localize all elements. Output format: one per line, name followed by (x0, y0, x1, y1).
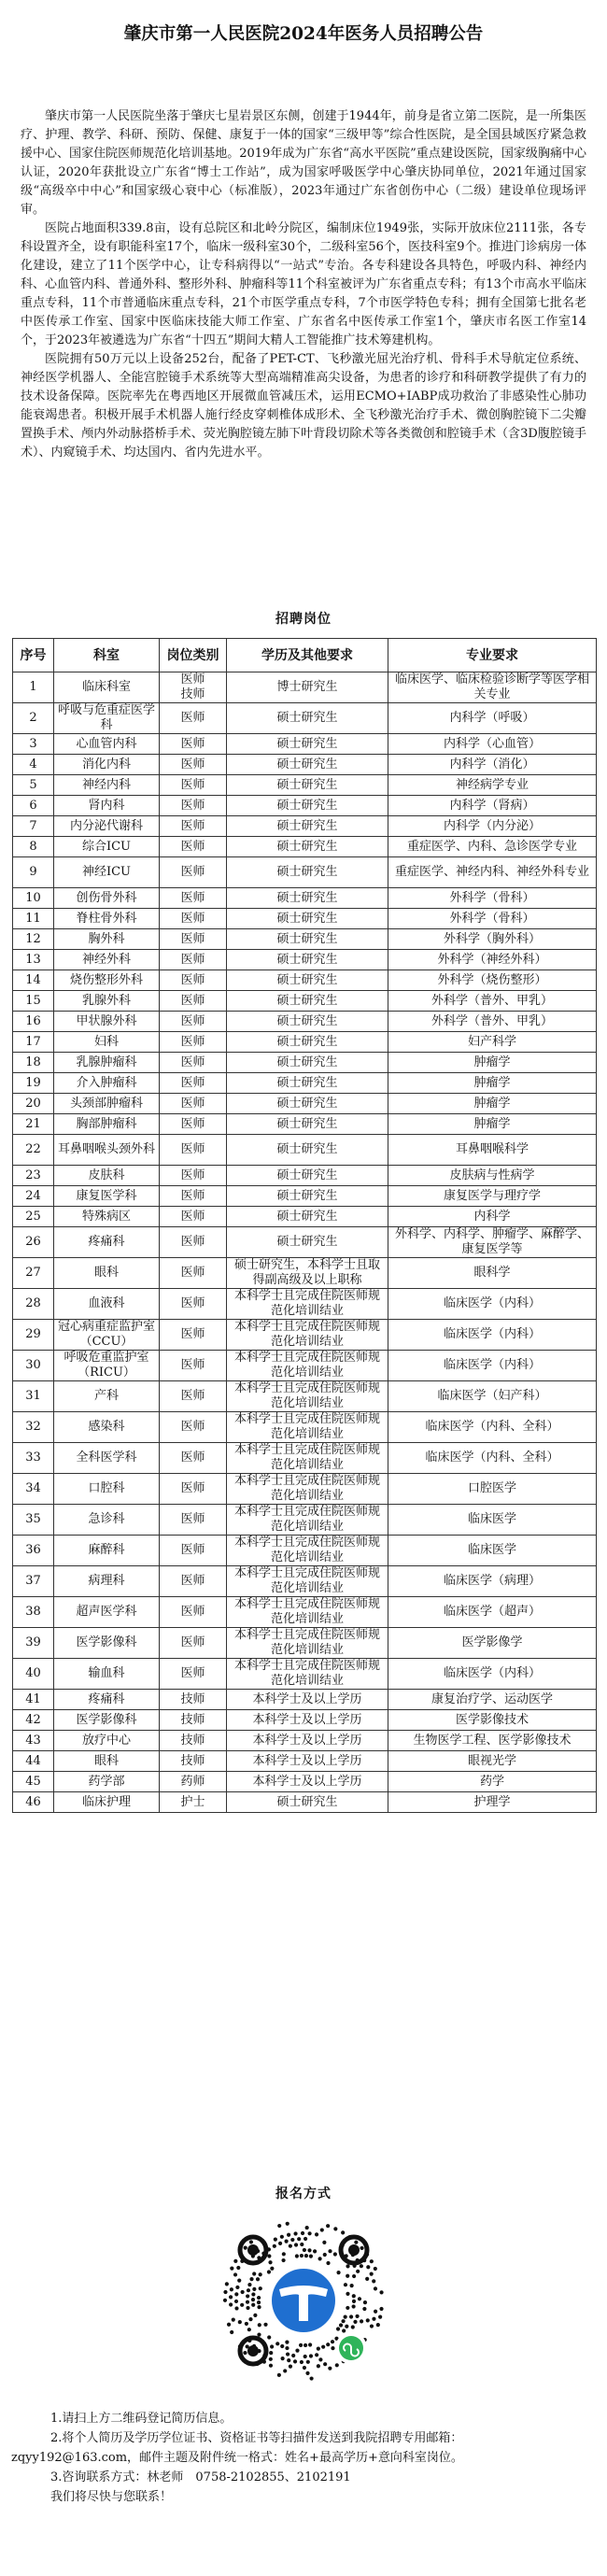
cell-index: 7 (13, 816, 54, 837)
cell-major: 外科学（普外、甲乳） (388, 991, 597, 1012)
cell-major: 临床医学（妇产科） (388, 1381, 597, 1412)
cell-department: 肾内科 (54, 796, 160, 816)
cell-department: 医学影像科 (54, 1710, 160, 1731)
table-row (13, 1351, 597, 1381)
cell-category: 医师 (160, 1443, 227, 1474)
cell-category: 医师 (160, 755, 227, 775)
cell-index: 24 (13, 1186, 54, 1207)
cell-education: 硕士研究生 (227, 755, 388, 775)
cell-major: 口腔医学 (388, 1474, 597, 1505)
cell-category: 医师 (160, 837, 227, 857)
cell-index: 37 (13, 1566, 54, 1597)
cell-category: 医师 (160, 1032, 227, 1053)
cell-index: 11 (13, 909, 54, 929)
positions-section-title: 招聘岗位 (275, 612, 332, 627)
cell-education: 硕士研究生 (227, 1166, 388, 1186)
cell-category: 医师 (160, 734, 227, 755)
instruction-contact: 3.咨询联系方式：林老师 0758-2102855、2102191 (50, 2470, 351, 2484)
cell-category: 医师 (160, 929, 227, 950)
cell-education: 本科学士及以上学历 (227, 1751, 388, 1772)
cell-category: 医师 (160, 950, 227, 970)
cell-index: 6 (13, 796, 54, 816)
table-row (13, 1505, 597, 1536)
cell-category: 医师 (160, 1412, 227, 1443)
cell-department: 超声医学科 (54, 1597, 160, 1628)
cell-index: 40 (13, 1659, 54, 1690)
table-row (13, 672, 597, 703)
cell-category: 医师 (160, 1505, 227, 1536)
cell-major: 临床医学（内科） (388, 1351, 597, 1381)
table-row (13, 1135, 597, 1166)
cell-major: 临床医学 (388, 1505, 597, 1536)
instruction-step-2: 2.将个人简历及学历学位证书、资格证书等扫描件发送到我院招聘专用邮箱： (50, 2431, 463, 2445)
cell-department: 血液科 (54, 1289, 160, 1320)
cell-department: 口腔科 (54, 1474, 160, 1505)
table-row (13, 1566, 597, 1597)
table-row (13, 1474, 597, 1505)
cell-category: 医师 (160, 703, 227, 734)
cell-category: 医师 (160, 1207, 227, 1227)
cell-education: 本科学士及以上学历 (227, 1731, 388, 1751)
cell-education: 硕士研究生 (227, 1135, 388, 1166)
cell-category: 医师 (160, 1320, 227, 1351)
cell-education: 硕士研究生 (227, 796, 388, 816)
cell-index: 28 (13, 1289, 54, 1320)
cell-major: 内科学 (388, 1207, 597, 1227)
table-row (13, 1114, 597, 1135)
table-row (13, 775, 597, 796)
table-row (13, 1207, 597, 1227)
cell-education: 硕士研究生 (227, 1032, 388, 1053)
table-row (13, 1536, 597, 1566)
cell-category: 医师 (160, 1474, 227, 1505)
cell-index: 5 (13, 775, 54, 796)
cell-index: 3 (13, 734, 54, 755)
cell-major: 临床医学、临床检验诊断学等医学相关专业 (388, 672, 597, 703)
cell-major: 眼科学 (388, 1258, 597, 1289)
table-row (13, 857, 597, 888)
table-row (13, 909, 597, 929)
cell-index: 30 (13, 1351, 54, 1381)
cell-category: 医师 (160, 888, 227, 909)
table-row (13, 1227, 597, 1258)
cell-education: 硕士研究生 (227, 888, 388, 909)
cell-category: 医师 (160, 909, 227, 929)
table-row (13, 796, 597, 816)
table-row (13, 1320, 597, 1351)
cell-education: 本科学士且完成住院医师规范化培训结业 (227, 1536, 388, 1566)
cell-department: 创伤骨外科 (54, 888, 160, 909)
cell-major: 临床医学（内科） (388, 1289, 597, 1320)
cell-category: 医师 (160, 1289, 227, 1320)
cell-index: 36 (13, 1536, 54, 1566)
intro-paragraph-1: 肇庆市第一人民医院坐落于肇庆七星岩景区东侧，创建于1944年，前身是省立第二医院，是一所集医疗、护理、教学、科研、预防、保健、康复于一体的国家“三级甲等”综合性医院，是全国县域医疗紧急救援中心、国家住院医师规范化培训基地。2019年成为广东省“高水平医院”重点建设医院，国家级胸痛中心认证，2020年获批设立广东省“博士工作站”，成为国家呼吸医学中心肇庆协同单位，2021年通过国家级“高级卒中中心”和国家级心衰中心（标准版），2023年通过广东省创伤中心（二级）建设单位现场评审。 (21, 109, 586, 217)
cell-major: 临床医学 (388, 1536, 597, 1566)
table-row (13, 1690, 597, 1710)
cell-category: 医师 (160, 1258, 227, 1289)
cell-category: 技师 (160, 1690, 227, 1710)
cell-major: 皮肤病与性病学 (388, 1166, 597, 1186)
cell-category: 医师 (160, 1186, 227, 1207)
page-title: 肇庆市第一人民医院2024年医务人员招聘公告 (123, 24, 484, 44)
cell-education: 硕士研究生 (227, 1073, 388, 1094)
cell-index: 34 (13, 1474, 54, 1505)
header-category: 岗位类别 (160, 639, 227, 672)
cell-education: 硕士研究生 (227, 909, 388, 929)
intro-paragraph-2: 医院占地面积339.8亩，设有总院区和北岭分院区，编制床位1949张，实际开放床位2111张，各专科设置齐全，设有职能科室17个，临床一级科室30个，二级科室56个，医技科室9个。推进门诊病房一体化建设，建立了11个医学中心，让专科病得以“一站式”专治。各专科建设各具特色，呼吸内科、神经内科、心血管内科、普通外科、整形外科、肿瘤科等11个科室被评为广东省重点专科；有13个市高水平临床重点专科，11个市普通临床重点专科，21个市医学重点专科，7个市医学特色专科；拥有全国第七批名老中医传承工作室、国家中医临床技能大师工作室、广东省名中医传承工作室1个，肇庆市名医工作室14个，于2023年被遴选为广东省“十四五”期间大精人工智能推广技术筹建机构。 (21, 221, 586, 347)
cell-major: 临床医学（内科） (388, 1320, 597, 1351)
table-row (13, 1032, 597, 1053)
table-row (13, 1258, 597, 1289)
cell-major: 外科学（胸外科） (388, 929, 597, 950)
cell-major: 临床医学（病理） (388, 1566, 597, 1597)
cell-department: 康复医学科 (54, 1186, 160, 1207)
table-row (13, 1094, 597, 1114)
cell-category: 医师 (160, 1566, 227, 1597)
cell-major: 肿瘤学 (388, 1114, 597, 1135)
cell-index: 14 (13, 970, 54, 991)
cell-department: 临床科室 (54, 672, 160, 703)
cell-category: 技师 (160, 1710, 227, 1731)
cell-education: 本科学士且完成住院医师规范化培训结业 (227, 1505, 388, 1536)
cell-category: 药师 (160, 1772, 227, 1792)
cell-major: 护理学 (388, 1792, 597, 1813)
cell-category: 医师 (160, 816, 227, 837)
table-row (13, 1381, 597, 1412)
cell-education: 硕士研究生 (227, 1227, 388, 1258)
cell-department: 感染科 (54, 1412, 160, 1443)
qr-code-graphic (219, 2216, 388, 2385)
cell-major: 临床医学（内科、全科） (388, 1443, 597, 1474)
cell-education: 硕士研究生 (227, 857, 388, 888)
cell-major: 外科学、内科学、肿瘤学、麻醉学、康复医学等 (388, 1227, 597, 1258)
cell-education: 硕士研究生 (227, 970, 388, 991)
contact-instructions (11, 2409, 596, 2507)
table-row (13, 991, 597, 1012)
cell-department: 神经内科 (54, 775, 160, 796)
table-row (13, 970, 597, 991)
cell-index: 23 (13, 1166, 54, 1186)
cell-education: 博士研究生 (227, 672, 388, 703)
cell-education: 硕士研究生 (227, 950, 388, 970)
cell-education: 本科学士且完成住院医师规范化培训结业 (227, 1320, 388, 1351)
cell-index: 2 (13, 703, 54, 734)
cell-education: 硕士研究生 (227, 929, 388, 950)
cell-department: 心血管内科 (54, 734, 160, 755)
cell-department: 妇科 (54, 1032, 160, 1053)
cell-department: 医学影像科 (54, 1628, 160, 1659)
cell-department: 急诊科 (54, 1505, 160, 1536)
cell-department: 呼吸与危重症医学科 (54, 703, 160, 734)
cell-department: 眼科 (54, 1258, 160, 1289)
cell-category: 医师 (160, 857, 227, 888)
cell-education: 本科学士且完成住院医师规范化培训结业 (227, 1289, 388, 1320)
cell-index: 46 (13, 1792, 54, 1813)
cell-index: 21 (13, 1114, 54, 1135)
cell-department: 输血科 (54, 1659, 160, 1690)
cell-major: 内科学（心血管） (388, 734, 597, 755)
cell-department: 胸部肿瘤科 (54, 1114, 160, 1135)
cell-major: 外科学（神经外科） (388, 950, 597, 970)
cell-index: 35 (13, 1505, 54, 1536)
cell-department: 乳腺外科 (54, 991, 160, 1012)
cell-major: 康复医学与理疗学 (388, 1186, 597, 1207)
cell-major: 肿瘤学 (388, 1073, 597, 1094)
cell-department: 头颈部肿瘤科 (54, 1094, 160, 1114)
cell-major: 外科学（骨科） (388, 909, 597, 929)
table-row (13, 1053, 597, 1073)
cell-index: 43 (13, 1731, 54, 1751)
cell-index: 38 (13, 1597, 54, 1628)
cell-department: 呼吸危重监护室（RICU） (54, 1351, 160, 1381)
cell-major: 眼视光学 (388, 1751, 597, 1772)
cell-index: 41 (13, 1690, 54, 1710)
intro-paragraph-3: 医院拥有50万元以上设备252台，配备了PET-CT、飞秒激光屈光治疗机、骨科手术导航定位系统、神经医学机器人、全能宫腔镜手术系统等大型高端精准高尖设备，为患者的诊疗和科研教学提供了有力的技术设备保障。医院率先在粤西地区开展微血管减压术，运用ECMO+IABP成功救治了非感染性心肺功能衰竭患者。积极开展手术机器人施行经皮穿刺椎体成形术、全飞秒激光治疗手术、微创胸腔镜下二尖瓣置换手术、颅内外动脉搭桥手术、荧光胸腔镜左肺下叶背段切除术等各类微创和腔镜手术（含3D腹腔镜手术）、内窥镜手术、均达国内、省内先进水平。 (21, 352, 586, 460)
cell-index: 45 (13, 1772, 54, 1792)
table-row (13, 703, 597, 734)
cell-major: 外科学（烧伤整形） (388, 970, 597, 991)
cell-department: 神经外科 (54, 950, 160, 970)
cell-major: 外科学（普外、甲乳） (388, 1012, 597, 1032)
cell-education: 硕士研究生 (227, 1012, 388, 1032)
cell-department: 脊柱骨外科 (54, 909, 160, 929)
cell-department: 介入肿瘤科 (54, 1073, 160, 1094)
cell-department: 耳鼻咽喉头颈外科 (54, 1135, 160, 1166)
cell-index: 4 (13, 755, 54, 775)
cell-education: 本科学士且完成住院医师规范化培训结业 (227, 1351, 388, 1381)
cell-category: 医师 (160, 970, 227, 991)
cell-major: 内科学（呼吸） (388, 703, 597, 734)
table-row (13, 1731, 597, 1751)
cell-index: 20 (13, 1094, 54, 1114)
table-row (13, 1289, 597, 1320)
cell-education: 本科学士且完成住院医师规范化培训结业 (227, 1628, 388, 1659)
cell-category: 医师 (160, 775, 227, 796)
cell-education: 硕士研究生 (227, 991, 388, 1012)
cell-department: 综合ICU (54, 837, 160, 857)
cell-education: 硕士研究生 (227, 816, 388, 837)
apply-section-title: 报名方式 (275, 2187, 332, 2201)
cell-index: 25 (13, 1207, 54, 1227)
cell-department: 疼痛科 (54, 1690, 160, 1710)
cell-index: 13 (13, 950, 54, 970)
cell-major: 临床医学（内科） (388, 1659, 597, 1690)
table-row (13, 1166, 597, 1186)
cell-major: 妇产科学 (388, 1032, 597, 1053)
table-row (13, 1443, 597, 1474)
table-row (13, 1186, 597, 1207)
cell-category: 医师 (160, 1012, 227, 1032)
cell-category: 技师 (160, 1731, 227, 1751)
cell-category: 医师 (160, 1166, 227, 1186)
cell-major: 耳鼻咽喉科学 (388, 1135, 597, 1166)
table-row (13, 816, 597, 837)
cell-index: 1 (13, 672, 54, 703)
cell-education: 硕士研究生 (227, 1207, 388, 1227)
cell-category: 医师 技师 (160, 672, 227, 703)
cell-category: 医师 (160, 1135, 227, 1166)
cell-category: 医师 (160, 1659, 227, 1690)
cell-index: 8 (13, 837, 54, 857)
cell-index: 32 (13, 1412, 54, 1443)
cell-index: 42 (13, 1710, 54, 1731)
cell-department: 放疗中心 (54, 1731, 160, 1751)
cell-major: 临床医学（内科、全科） (388, 1412, 597, 1443)
cell-index: 22 (13, 1135, 54, 1166)
table-row (13, 1659, 597, 1690)
table-row (13, 1772, 597, 1792)
cell-index: 10 (13, 888, 54, 909)
cell-education: 硕士研究生 (227, 837, 388, 857)
cell-education: 本科学士及以上学历 (227, 1772, 388, 1792)
table-row (13, 1751, 597, 1772)
cell-index: 12 (13, 929, 54, 950)
cell-major: 肿瘤学 (388, 1094, 597, 1114)
cell-major: 生物医学工程、医学影像技术 (388, 1731, 597, 1751)
cell-education: 硕士研究生 (227, 1792, 388, 1813)
table-row (13, 929, 597, 950)
table-row (13, 1012, 597, 1032)
table-row (13, 1628, 597, 1659)
cell-major: 医学影像学 (388, 1628, 597, 1659)
cell-category: 医师 (160, 1053, 227, 1073)
closing-note: 我们将尽快与您联系！ (50, 2490, 173, 2504)
cell-education: 本科学士且完成住院医师规范化培训结业 (227, 1412, 388, 1443)
table-row (13, 734, 597, 755)
cell-index: 39 (13, 1628, 54, 1659)
table-row (13, 837, 597, 857)
positions-table-body (13, 672, 597, 1813)
cell-major: 医学影像技术 (388, 1710, 597, 1731)
cell-education: 硕士研究生，本科学士且取得副高级及以上职称 (227, 1258, 388, 1289)
cell-category: 医师 (160, 1351, 227, 1381)
cell-education: 本科学士且完成住院医师规范化培训结业 (227, 1474, 388, 1505)
instruction-step-1: 1.请扫上方二维码登记简历信息。 (50, 2412, 233, 2426)
positions-table (12, 638, 597, 1813)
cell-department: 烧伤整形外科 (54, 970, 160, 991)
cell-department: 临床护理 (54, 1792, 160, 1813)
cell-department: 疼痛科 (54, 1227, 160, 1258)
cell-category: 医师 (160, 991, 227, 1012)
cell-major: 肿瘤学 (388, 1053, 597, 1073)
cell-category: 医师 (160, 1073, 227, 1094)
table-header-row (13, 639, 597, 672)
cell-education: 硕士研究生 (227, 703, 388, 734)
cell-category: 医师 (160, 796, 227, 816)
cell-category: 医师 (160, 1597, 227, 1628)
cell-education: 本科学士且完成住院医师规范化培训结业 (227, 1381, 388, 1412)
cell-category: 医师 (160, 1227, 227, 1258)
cell-index: 19 (13, 1073, 54, 1094)
cell-index: 9 (13, 857, 54, 888)
cell-index: 44 (13, 1751, 54, 1772)
header-education: 学历及其他要求 (227, 639, 388, 672)
cell-major: 药学 (388, 1772, 597, 1792)
table-row (13, 950, 597, 970)
cell-education: 硕士研究生 (227, 1186, 388, 1207)
cell-index: 29 (13, 1320, 54, 1351)
hospital-introduction (21, 107, 586, 462)
cell-education: 本科学士且完成住院医师规范化培训结业 (227, 1597, 388, 1628)
table-row (13, 1597, 597, 1628)
cell-major: 内科学（消化） (388, 755, 597, 775)
cell-category: 医师 (160, 1628, 227, 1659)
cell-department: 全科医学科 (54, 1443, 160, 1474)
cell-department: 胸外科 (54, 929, 160, 950)
cell-education: 本科学士及以上学历 (227, 1690, 388, 1710)
cell-index: 27 (13, 1258, 54, 1289)
header-index: 序号 (13, 639, 54, 672)
table-row (13, 755, 597, 775)
cell-category: 技师 (160, 1751, 227, 1772)
cell-category: 护士 (160, 1792, 227, 1813)
cell-department: 皮肤科 (54, 1166, 160, 1186)
cell-index: 16 (13, 1012, 54, 1032)
cell-education: 本科学士及以上学历 (227, 1710, 388, 1731)
cell-department: 冠心病重症监护室（CCU） (54, 1320, 160, 1351)
cell-index: 31 (13, 1381, 54, 1412)
table-row (13, 1073, 597, 1094)
table-row (13, 1710, 597, 1731)
header-major: 专业要求 (388, 639, 597, 672)
cell-education: 本科学士且完成住院医师规范化培训结业 (227, 1443, 388, 1474)
cell-category: 医师 (160, 1381, 227, 1412)
table-row (13, 1412, 597, 1443)
cell-major: 临床医学（超声） (388, 1597, 597, 1628)
cell-education: 硕士研究生 (227, 1053, 388, 1073)
cell-education: 本科学士且完成住院医师规范化培训结业 (227, 1659, 388, 1690)
cell-education: 硕士研究生 (227, 775, 388, 796)
cell-index: 15 (13, 991, 54, 1012)
cell-department: 消化内科 (54, 755, 160, 775)
cell-department: 药学部 (54, 1772, 160, 1792)
cell-index: 33 (13, 1443, 54, 1474)
cell-department: 麻醉科 (54, 1536, 160, 1566)
header-department: 科室 (54, 639, 160, 672)
cell-index: 17 (13, 1032, 54, 1053)
cell-major: 内科学（肾病） (388, 796, 597, 816)
cell-education: 硕士研究生 (227, 734, 388, 755)
cell-education: 本科学士且完成住院医师规范化培训结业 (227, 1566, 388, 1597)
cell-department: 甲状腺外科 (54, 1012, 160, 1032)
cell-major: 神经病学专业 (388, 775, 597, 796)
cell-education: 硕士研究生 (227, 1114, 388, 1135)
cell-major: 内科学（内分泌） (388, 816, 597, 837)
table-row (13, 1792, 597, 1813)
cell-department: 乳腺肿瘤科 (54, 1053, 160, 1073)
cell-index: 26 (13, 1227, 54, 1258)
table-row (13, 888, 597, 909)
cell-department: 病理科 (54, 1566, 160, 1597)
cell-category: 医师 (160, 1536, 227, 1566)
qr-code[interactable] (219, 2216, 388, 2385)
cell-major: 外科学（骨科） (388, 888, 597, 909)
cell-education: 硕士研究生 (227, 1094, 388, 1114)
cell-department: 神经ICU (54, 857, 160, 888)
cell-department: 内分泌代谢科 (54, 816, 160, 837)
cell-major: 康复治疗学、运动医学 (388, 1690, 597, 1710)
cell-category: 医师 (160, 1094, 227, 1114)
cell-department: 产科 (54, 1381, 160, 1412)
cell-index: 18 (13, 1053, 54, 1073)
cell-major: 重症医学、内科、急诊医学专业 (388, 837, 597, 857)
cell-department: 特殊病区 (54, 1207, 160, 1227)
instruction-email[interactable]: zqyy192@163.com，邮件主题及附件统一格式：姓名+最高学历+意向科室岗位。 (11, 2451, 463, 2465)
cell-category: 医师 (160, 1114, 227, 1135)
cell-department: 眼科 (54, 1751, 160, 1772)
cell-major: 重症医学、神经内科、神经外科专业 (388, 857, 597, 888)
